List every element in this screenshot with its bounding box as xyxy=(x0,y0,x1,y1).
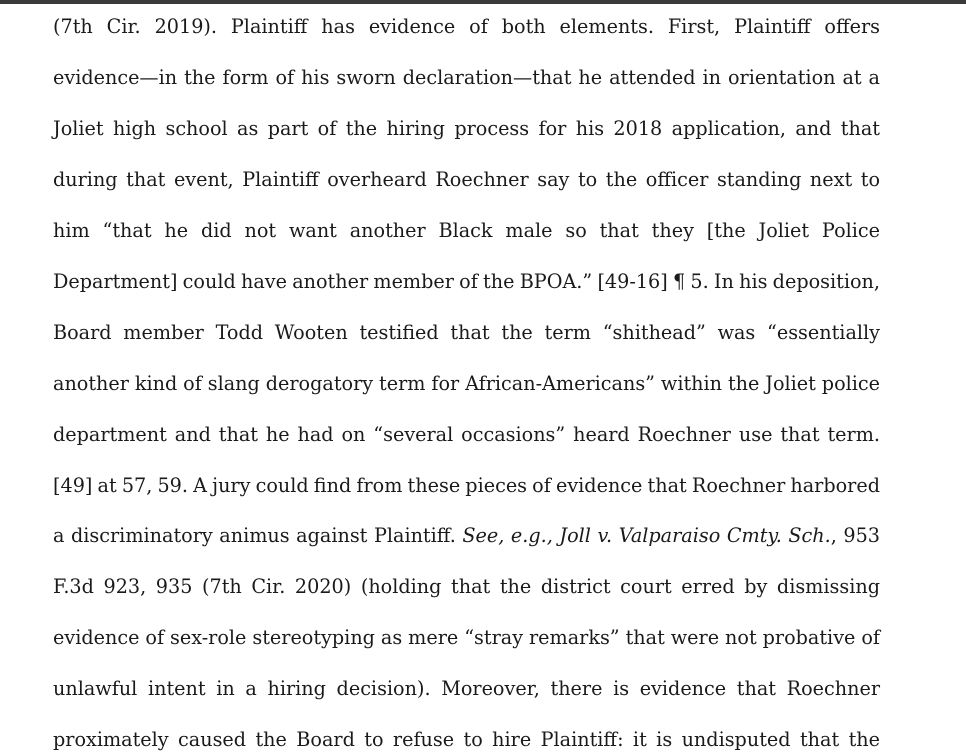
text-line: another kind of slang derogatory term for African-Americans” within the Joliet police xyxy=(53,372,880,395)
text-line: F.3d 923, 935 (7th Cir. 2020) (holding that the district court erred by dismissing xyxy=(53,575,880,598)
text-line: Board member Todd Wooten testified that the term “shithead” was “essentially xyxy=(53,321,880,344)
text-line: Joliet high school as part of the hiring process for his 2018 application, and that xyxy=(53,117,881,140)
text-line-citation xyxy=(53,524,880,548)
text-line: [49] at 57, 59. A jury could find from these pieces of evidence that Roechner harbored xyxy=(53,474,880,497)
case-citation-italic: See, e.g., Joll v. Valparaiso Cmty. Sch. xyxy=(462,524,831,547)
text-line: unlawful intent in a hiring decision). Moreover, there is evidence that Roechner xyxy=(53,677,880,700)
text-line: (7th Cir. 2019). Plaintiff has evidence of both elements. First, Plaintiff offers xyxy=(53,15,880,38)
text-line: during that event, Plaintiff overheard Roechner say to the officer standing next to xyxy=(53,168,880,191)
text-line: proximately caused the Board to refuse to hire Plaintiff: it is undisputed that the xyxy=(53,728,880,751)
text-line: evidence of sex-role stereotyping as mere “stray remarks” that were not probative of xyxy=(53,626,881,649)
text-line: him “that he did not want another Black male so that they [the Joliet Police xyxy=(53,219,880,242)
text-line: department and that he had on “several occasions” heard Roechner use that term. xyxy=(53,423,881,446)
text-line: Department] could have another member of the BPOA.” [49-16] ¶ 5. In his deposition, xyxy=(53,270,880,293)
citation-tail-text: , 953 xyxy=(830,524,881,547)
text-line: evidence—in the form of his sworn declaration—that he attended in orientation at a xyxy=(53,66,880,89)
citation-lead-text: a discriminatory animus against Plaintiff. xyxy=(53,524,463,547)
